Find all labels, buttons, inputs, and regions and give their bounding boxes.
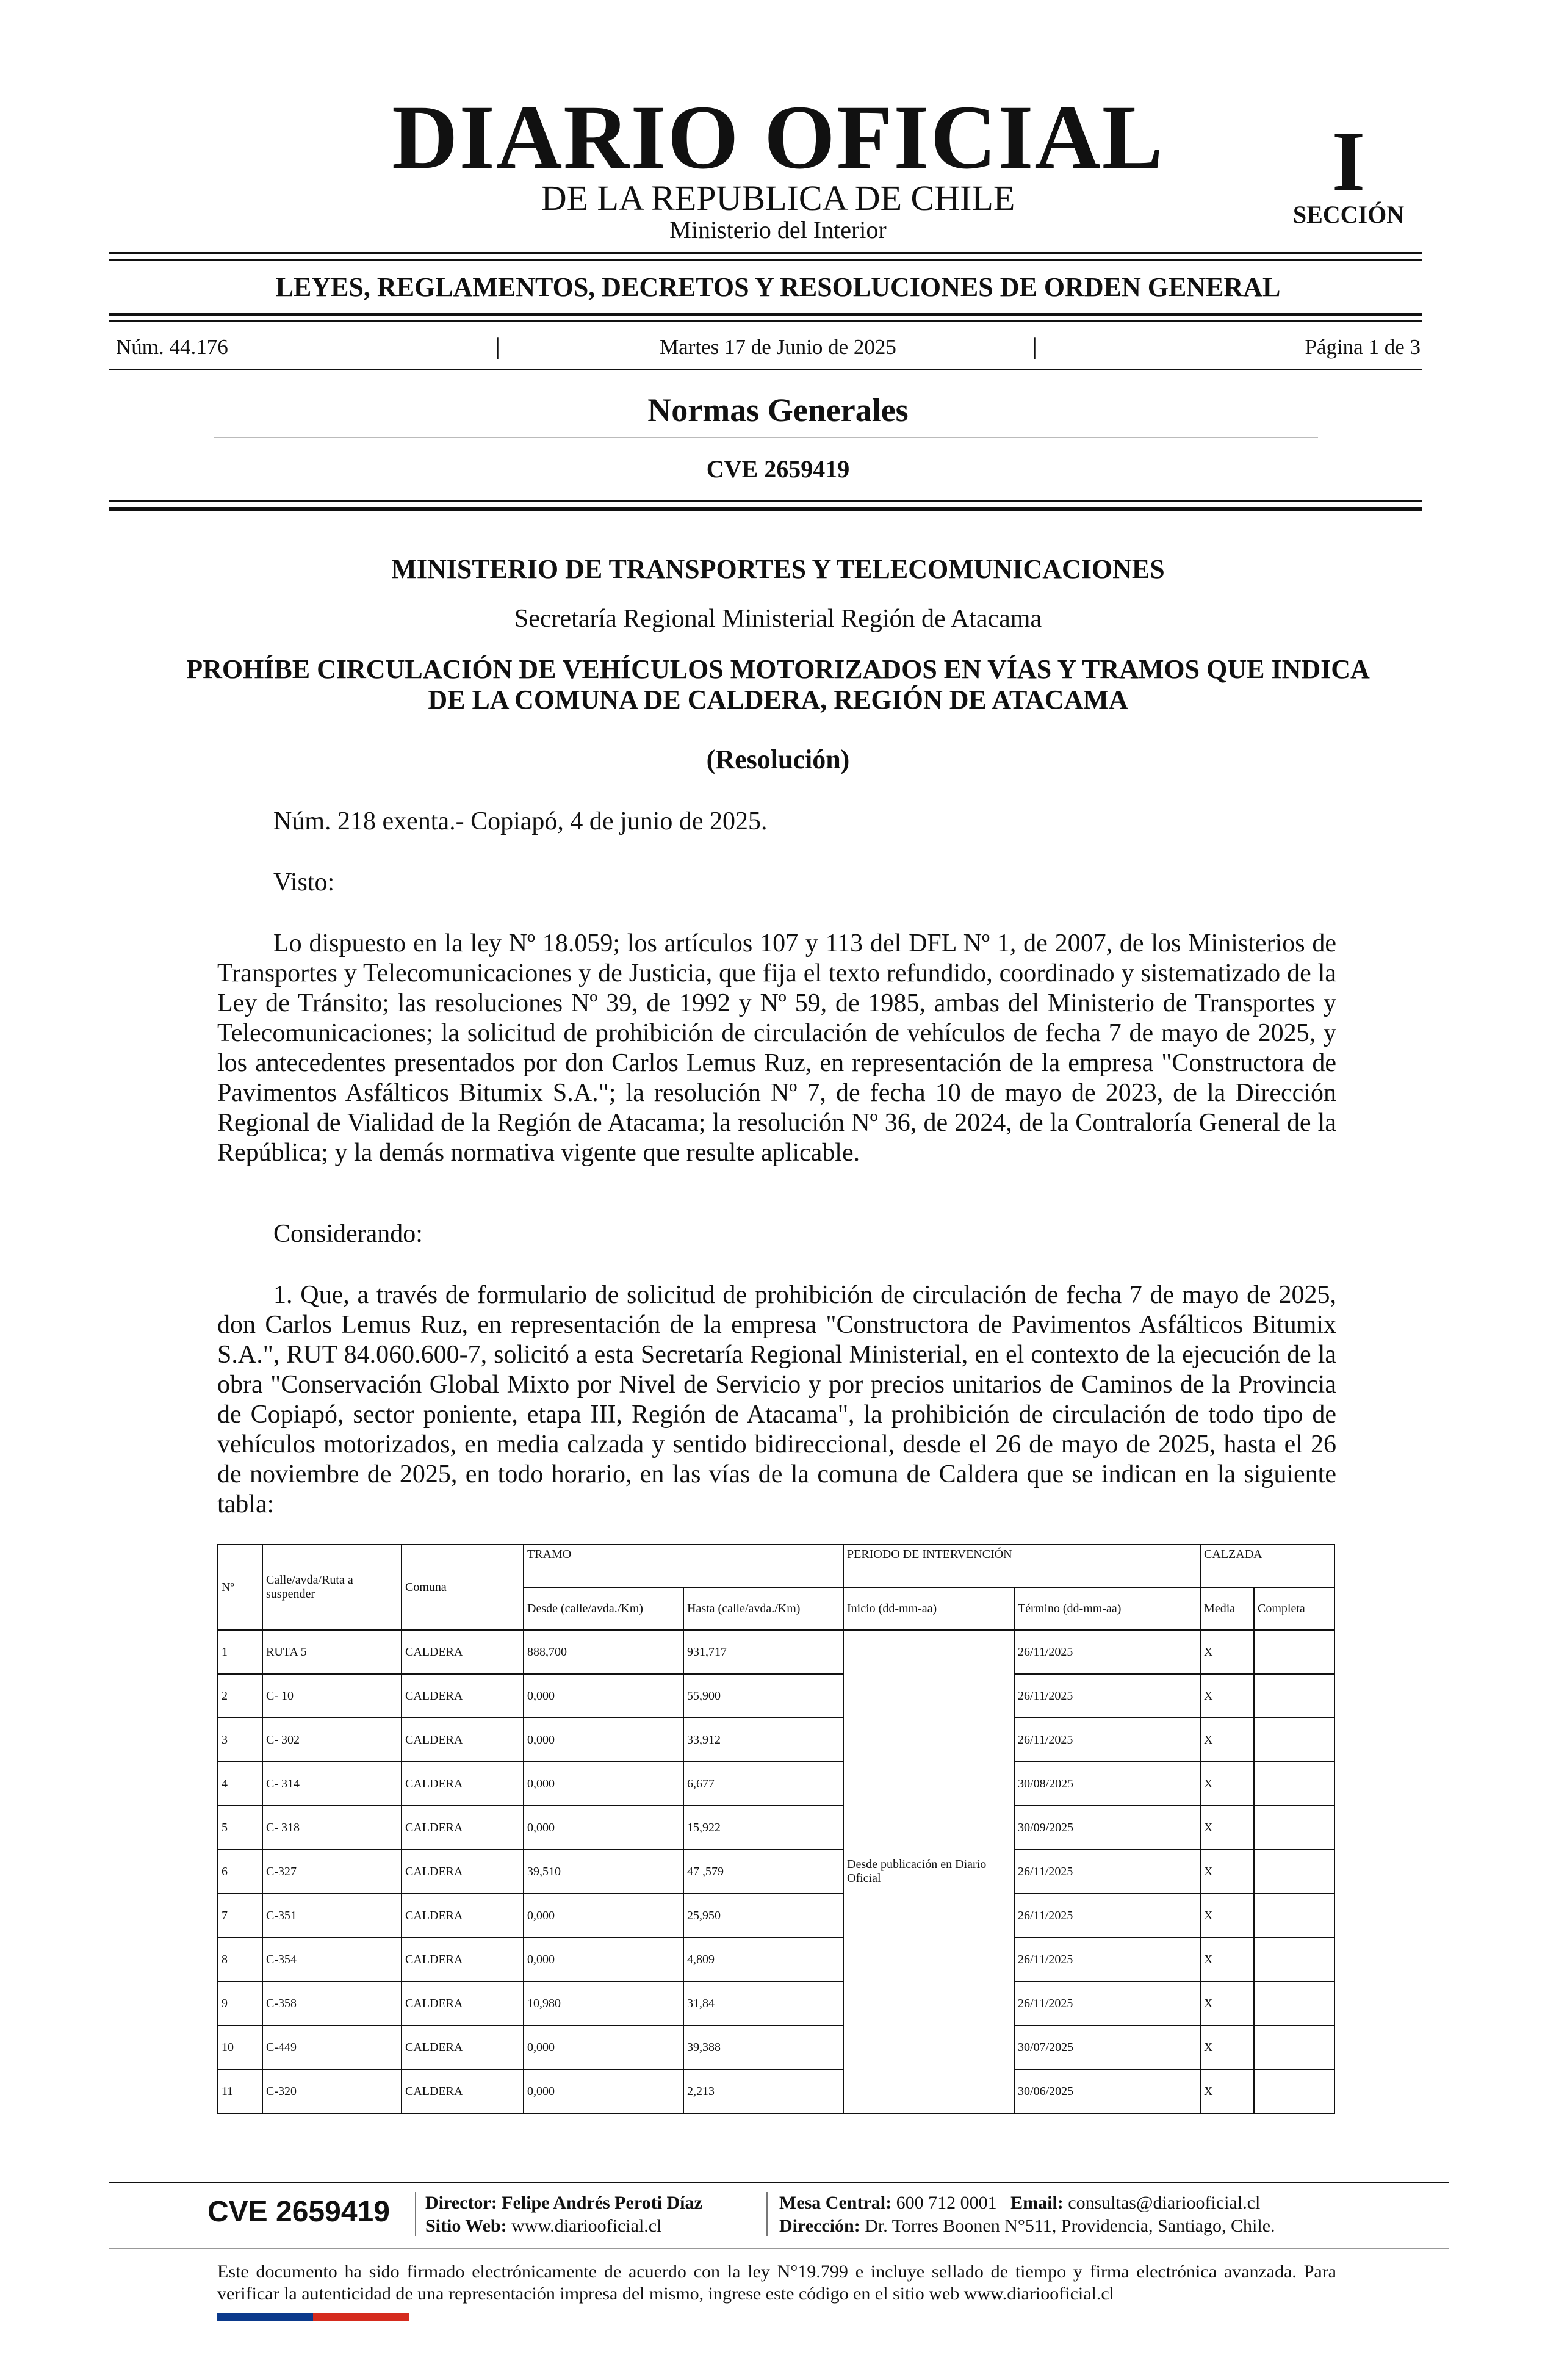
cell-comuna: CALDERA [402,1806,524,1850]
road-closure-table [217,1544,1335,2114]
cell-street: C-449 [262,2025,402,2069]
cell-comuna: CALDERA [402,1938,524,1982]
cell-media: X [1200,1982,1254,2025]
cell-termino: 26/11/2025 [1014,1850,1200,1894]
cell-desde: 0,000 [524,1718,683,1762]
cell-comuna: CALDERA [402,1850,524,1894]
cell-termino: 26/11/2025 [1014,1938,1200,1982]
header-inicio: Inicio (dd-mm-aa) [843,1587,1014,1630]
cell-desde: 0,000 [524,2069,683,2113]
cell-completa [1254,1762,1334,1806]
cell-completa [1254,1630,1334,1674]
cell-street: C- 314 [262,1762,402,1806]
cell-hasta: 33,912 [683,1718,843,1762]
cell-completa [1254,1718,1334,1762]
laws-line: LEYES, REGLAMENTOS, DECRETOS Y RESOLUCIONES DE ORDEN GENERAL [275,272,1281,302]
cell-termino: 26/11/2025 [1014,1674,1200,1718]
cell-completa [1254,1806,1334,1850]
table-row [218,1762,1334,1806]
cell-termino: 30/09/2025 [1014,1806,1200,1850]
cell-n: 6 [218,1850,262,1894]
table-row [218,1674,1334,1718]
header-media: Media [1200,1587,1254,1630]
header-rule-mid [109,313,1422,316]
cell-comuna: CALDERA [402,1894,524,1938]
table-row [218,1982,1334,2025]
cell-desde: 39,510 [524,1850,683,1894]
footer-website: Sitio Web: www.diariooficial.cl [425,2216,662,2236]
category-heading: Normas Generales [647,392,909,428]
cell-media: X [1200,2025,1254,2069]
header-hasta: Hasta (calle/avda./Km) [683,1587,843,1630]
cell-n: 2 [218,1674,262,1718]
table-row [218,1938,1334,1982]
newspaper-title: DIARIO OFICIAL [392,87,1164,188]
table-row [218,1850,1334,1894]
cell-street: C- 318 [262,1806,402,1850]
cell-street: C-320 [262,2069,402,2113]
cell-comuna: CALDERA [402,1762,524,1806]
cell-desde: 0,000 [524,1762,683,1806]
flag-stripe-blue [217,2313,313,2321]
footer-rule-bottom [109,2248,1449,2249]
header-completa: Completa [1254,1587,1334,1630]
resolution-title: PROHÍBE CIRCULACIÓN DE VEHÍCULOS MOTORIZADOS EN VÍAS Y TRAMOS QUE INDICA DE LA COMUNA DE CALDERA, REGIÓN DE ATACAMA [186,654,1370,715]
cve-code: CVE 2659419 [706,455,850,483]
legal-notice: Este documento ha sido firmado electrónicamente de acuerdo con la ley N°19.799 e incluye sellado de tiempo y firma electrónica avanzada. Para verificar la autenticidad de una representación impresa del mismo, ingrese este código en el sitio web www.diariooficial.cl [217,2262,1336,2304]
cell-hasta: 31,84 [683,1982,843,2025]
cell-street: C- 302 [262,1718,402,1762]
footer-director: Director: Felipe Andrés Peroti Díaz [425,2193,702,2213]
cell-termino: 26/11/2025 [1014,1630,1200,1674]
header-rule-mid-thin [109,320,1422,322]
newspaper-subtitle: DE LA REPUBLICA DE CHILE [541,178,1015,218]
cell-street: C-327 [262,1850,402,1894]
table-row [218,1806,1334,1850]
cell-comuna: CALDERA [402,1674,524,1718]
footer-rule-top [109,2182,1449,2183]
cell-n: 10 [218,2025,262,2069]
cell-completa [1254,1894,1334,1938]
cell-street: C-351 [262,1894,402,1938]
cell-desde: 888,700 [524,1630,683,1674]
secretariat: Secretaría Regional Ministerial Región de Atacama [514,605,1042,633]
visto-paragraph: Lo dispuesto en la ley Nº 18.059; los artículos 107 y 113 del DFL Nº 1, de 2007, de los Ministerios de Transportes y Telecomunicaciones y de Justicia, que fija el texto refundido, coordinado y sistematizado de la Ley de Tránsito; las resoluciones Nº 39, de 1992 y Nº 59, de 1985, ambas del Ministerio de Transportes y Telecomunicaciones; la solicitud de prohibición de circulación de vehículos de fecha 7 de mayo de 2025, y los antecedentes presentados por don Carlos Lemus Ruz, en representación de la empresa "Constructora de Pavimentos Asfálticos Bitumix S.A."; la resolución Nº 7, de fecha 10 de mayo de 2023, de la Dirección Regional de Vialidad de la Región de Atacama; la resolución Nº 36, de 2024, de la Contraloría General de la República; y la demás normativa vigente que resulte aplicable. [217,929,1336,1167]
cell-completa [1254,1982,1334,2025]
cell-media: X [1200,1806,1254,1850]
header-comuna: Comuna [402,1545,524,1630]
cell-n: 7 [218,1894,262,1938]
cell-n: 5 [218,1806,262,1850]
issuing-ministry: MINISTERIO DE TRANSPORTES Y TELECOMUNICACIONES [391,554,1165,584]
header-num: Nº [218,1545,262,1630]
footer-divider-2 [766,2192,768,2236]
cell-completa [1254,2025,1334,2069]
cell-street: C-354 [262,1938,402,1982]
cell-completa [1254,1938,1334,1982]
cell-hasta: 25,950 [683,1894,843,1938]
cell-n: 8 [218,1938,262,1982]
page-indicator: Página 1 de 3 [1305,335,1421,359]
footer-cve: CVE 2659419 [207,2196,390,2228]
cell-termino: 30/07/2025 [1014,2025,1200,2069]
resolution-type: (Resolución) [706,745,850,774]
cell-hasta: 931,717 [683,1630,843,1674]
header-tramo: TRAMO [524,1545,843,1587]
cell-n: 9 [218,1982,262,2025]
table-row [218,1630,1334,1674]
cell-street: C-358 [262,1982,402,2025]
newspaper-ministry: Ministerio del Interior [669,216,887,243]
header-desde: Desde (calle/avda./Km) [524,1587,683,1630]
resolution-number: Núm. 218 exenta.- Copiapó, 4 de junio de 2025. [273,807,768,835]
meta-rule [109,369,1422,370]
cell-comuna: CALDERA [402,1982,524,2025]
cell-desde: 0,000 [524,2025,683,2069]
footer-address: Dirección: Dr. Torres Boonen N°511, Providencia, Santiago, Chile. [779,2216,1275,2236]
cell-hasta: 47 ,579 [683,1850,843,1894]
considerando-heading: Considerando: [273,1220,423,1248]
meta-separator: | [495,334,500,359]
cell-n: 4 [218,1762,262,1806]
table-row [218,1718,1334,1762]
table-row [218,2069,1334,2113]
header-periodo: PERIODO DE INTERVENCIÓN [843,1545,1200,1587]
cell-desde: 0,000 [524,1674,683,1718]
section-label: SECCIÓN [1292,201,1405,228]
cell-media: X [1200,1938,1254,1982]
header-rule-top [109,252,1422,254]
cell-termino: 26/11/2025 [1014,1982,1200,2025]
cell-comuna: CALDERA [402,2025,524,2069]
cell-street: RUTA 5 [262,1630,402,1674]
cell-media: X [1200,1762,1254,1806]
cell-completa [1254,2069,1334,2113]
cell-hasta: 4,809 [683,1938,843,1982]
cell-hasta: 15,922 [683,1806,843,1850]
cell-media: X [1200,2069,1254,2113]
cell-n: 3 [218,1718,262,1762]
footer-contact: Mesa Central: 600 712 0001 Email: consultas@diariooficial.cl [779,2193,1261,2213]
section-number: I [1331,114,1366,209]
flag-stripe-red [313,2313,409,2321]
cell-hasta: 6,677 [683,1762,843,1806]
cell-desde: 0,000 [524,1938,683,1982]
cell-termino: 30/06/2025 [1014,2069,1200,2113]
cell-n: 11 [218,2069,262,2113]
meta-separator: | [1032,334,1037,359]
considerando-paragraph-1: 1. Que, a través de formulario de solicitud de prohibición de circulación de fecha 7 de mayo de 2025, don Carlos Lemus Ruz, en representación de la empresa "Constructora de Pavimentos Asfálticos Bitumix S.A.", RUT 84.060.600-7, solicitó a esta Secretaría Regional Ministerial, en el contexto de la ejecución de la obra "Conservación Global Mixto por Nivel de Servicio y por precios unitarios de Caminos de la Provincia de Copiapó, sector poniente, etapa III, Región de Atacama", la prohibición de circulación de todo tipo de vehículos motorizados, en media calzada y sentido bidireccional, desde el 26 de mayo de 2025, hasta el 26 de noviembre de 2025, en todo horario, en las vías de la comuna de Caldera que se indican en la siguiente tabla: [217,1281,1336,1518]
header-calzada: CALZADA [1200,1545,1334,1587]
body-rule-thick [109,507,1422,511]
cell-termino: 26/11/2025 [1014,1894,1200,1938]
table-row [218,2025,1334,2069]
header-rule-top-thin [109,259,1422,261]
category-rule [214,437,1318,438]
header-termino: Término (dd-mm-aa) [1014,1587,1200,1630]
cell-hasta: 2,213 [683,2069,843,2113]
cell-desde: 0,000 [524,1894,683,1938]
cell-media: X [1200,1894,1254,1938]
cell-desde: 10,980 [524,1982,683,2025]
table-row [218,1894,1334,1938]
cell-hasta: 39,388 [683,2025,843,2069]
cell-comuna: CALDERA [402,2069,524,2113]
cell-n: 1 [218,1630,262,1674]
cell-media: X [1200,1630,1254,1674]
header-street: Calle/avda/Ruta a suspender [262,1545,402,1630]
cell-hasta: 55,900 [683,1674,843,1718]
visto-heading: Visto: [273,868,335,896]
cell-comuna: CALDERA [402,1630,524,1674]
issue-number: Núm. 44.176 [116,335,228,359]
cell-completa [1254,1850,1334,1894]
cell-completa [1254,1674,1334,1718]
cell-termino: 26/11/2025 [1014,1718,1200,1762]
body-rule-thin [109,500,1422,502]
cell-media: X [1200,1850,1254,1894]
cell-street: C- 10 [262,1674,402,1718]
cell-desde: 0,000 [524,1806,683,1850]
cell-media: X [1200,1674,1254,1718]
cell-comuna: CALDERA [402,1718,524,1762]
cell-termino: 30/08/2025 [1014,1762,1200,1806]
footer-divider-1 [415,2192,416,2236]
cell-inicio-merged: Desde publicación en Diario Oficial [843,1630,1014,2113]
cell-media: X [1200,1718,1254,1762]
issue-date: Martes 17 de Junio de 2025 [660,335,896,359]
